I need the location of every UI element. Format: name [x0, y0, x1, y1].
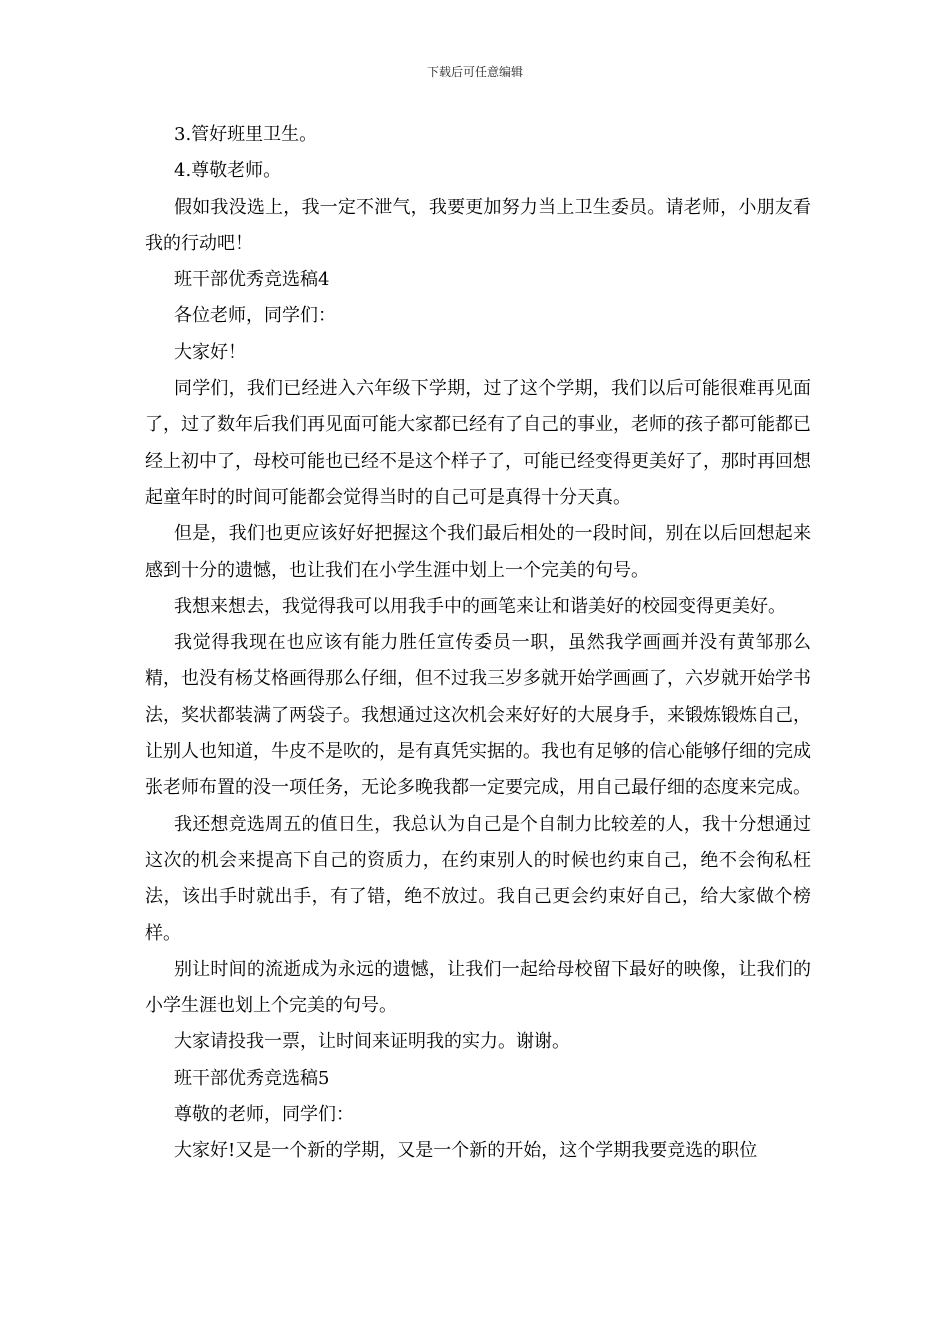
paragraph-duty: 我还想竞选周五的值日生，我总认为自己是个自制力比较差的人，我十分想通过这次的机会来提高下自己的资质力，在约束别人的时候也约束自己，绝不会徇私枉法，该出手时就出手，有了错，绝不放过。我自己更会约束好自己，给大家做个榜样。	[145, 813, 811, 944]
section-title-4: 班干部优秀竞选稿4	[174, 269, 330, 291]
paragraph-new-term: 大家好!又是一个新的学期，又是一个新的开始，这个学期我要竞选的职位	[174, 1140, 758, 1162]
paragraph-resolve: 假如我没选上，我一定不泄气，我要更加努力当上卫生委员。请老师，小朋友看我的行动吧！	[145, 196, 811, 254]
paragraph-item-3: 3.管好班里卫生。	[174, 124, 318, 145]
salutation-5: 尊敬的老师，同学们：	[174, 1104, 354, 1126]
page-header-note: 下载后可任意编辑	[426, 65, 523, 79]
paragraph-regret: 别让时间的流逝成为永远的遗憾，让我们一起给母校留下最好的映像，让我们的小学生涯也划上个完美的句号。	[145, 958, 811, 1017]
section-title-5: 班干部优秀竞选稿5	[174, 1067, 330, 1089]
paragraph-brush: 我想来想去，我觉得我可以用我手中的画笔来让和谐美好的校园变得更美好。	[174, 595, 786, 617]
greeting: 大家好！	[174, 341, 246, 363]
document-body	[145, 117, 811, 1170]
paragraph-intro: 同学们，我们已经进入六年级下学期，过了这个学期，我们以后可能很难再见面了，过了数年后我们再见面可能大家都已经有了自己的事业，老师的孩子都可能都已经上初中了，母校可能也已经不是这个样子了，可能已经变得更美好了，那时再回想起童年时的时间可能都会觉得当时的自己可是真得十分天真。	[145, 378, 811, 508]
paragraph-cherish: 但是，我们也更应该好好把握这个我们最后相处的一段时间，别在以后回想起来感到十分的遗憾，也让我们在小学生涯中划上一个完美的句号。	[145, 523, 811, 581]
paragraph-publicity: 我觉得我现在也应该有能力胜任宣传委员一职，虽然我学画画并没有黄邹那么精，也没有杨艾格画得那么仔细，但不过我三岁多就开始学画画了，六岁就开始学书法，奖状都装满了两袋子。我想通过这次机会来好好的大展身手，来锻炼锻炼自己，让别人也知道，牛皮不是吹的，是有真凭实据的。我也有足够的信心能够仔细的完成张老师布置的没一项任务，无论多晚我都一定要完成，用自己最仔细的态度来完成。	[145, 632, 811, 799]
paragraph-item-4: 4.尊敬老师。	[174, 160, 282, 182]
salutation: 各位老师，同学们：	[174, 305, 336, 327]
paragraph-vote: 大家请投我一票，让时间来证明我的实力。谢谢。	[174, 1031, 570, 1053]
